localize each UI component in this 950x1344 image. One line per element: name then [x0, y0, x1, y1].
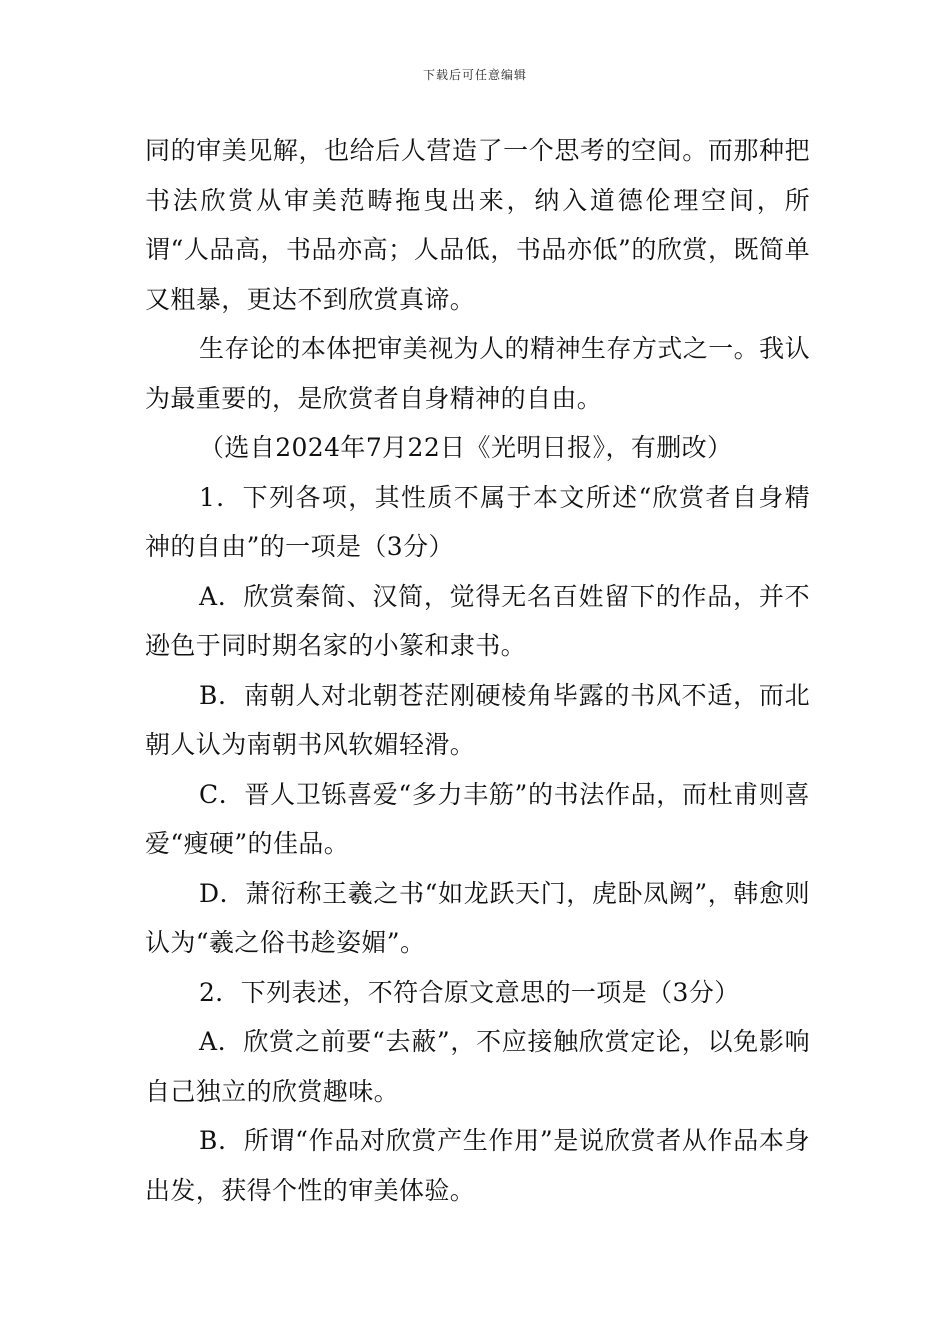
question-1-option-d: D．萧衍称王羲之书“如龙跃天门，虎卧凤阙”，韩愈则认为“羲之俗书趁姿媚”。 — [145, 878, 810, 957]
page-header: 下载后可任意编辑 — [422, 68, 527, 82]
question-1-option-c: C．晋人卫铄喜爱“多力丰筋”的书法作品，而杜甫则喜爱“瘦硬”的佳品。 — [145, 779, 810, 858]
question-2-option-a: A．欣赏之前要“去蔽”，不应接触欣赏定论，以免影响自己独立的欣赏趣味。 — [145, 1027, 810, 1106]
paragraph-existentialism: 生存论的本体把审美视为人的精神生存方式之一。我认为最重要的，是欣赏者自身精神的自由。 — [145, 334, 810, 413]
question-1-option-a: A．欣赏秦简、汉简，觉得无名百姓留下的作品，并不逊色于同时期名家的小篆和隶书。 — [145, 581, 810, 660]
question-2-stem: 2．下列表述，不符合原文意思的一项是（3分） — [199, 977, 740, 1007]
source-citation: （选自2024年7月22日《光明日报》，有删改） — [199, 433, 733, 462]
document-body — [145, 126, 810, 1215]
question-2-option-b: B．所谓“作品对欣赏产生作用”是说欣赏者从作品本身出发，获得个性的审美体验。 — [145, 1126, 810, 1205]
question-1-stem: 1．下列各项，其性质不属于本文所述“欣赏者自身精神的自由”的一项是（3分） — [145, 482, 810, 561]
question-1-option-b: B．南朝人对北朝苍茫刚硬棱角毕露的书风不适，而北朝人认为南朝书风软媚轻滑。 — [145, 680, 810, 759]
paragraph-continued: 同的审美见解，也给后人营造了一个思考的空间。而那种把书法欣赏从审美范畴拖曳出来，纳入道德伦理空间，所谓“人品高，书品亦高；人品低，书品亦低”的欣赏，既简单又粗暴，更达不到欣赏真谛。 — [145, 136, 810, 314]
